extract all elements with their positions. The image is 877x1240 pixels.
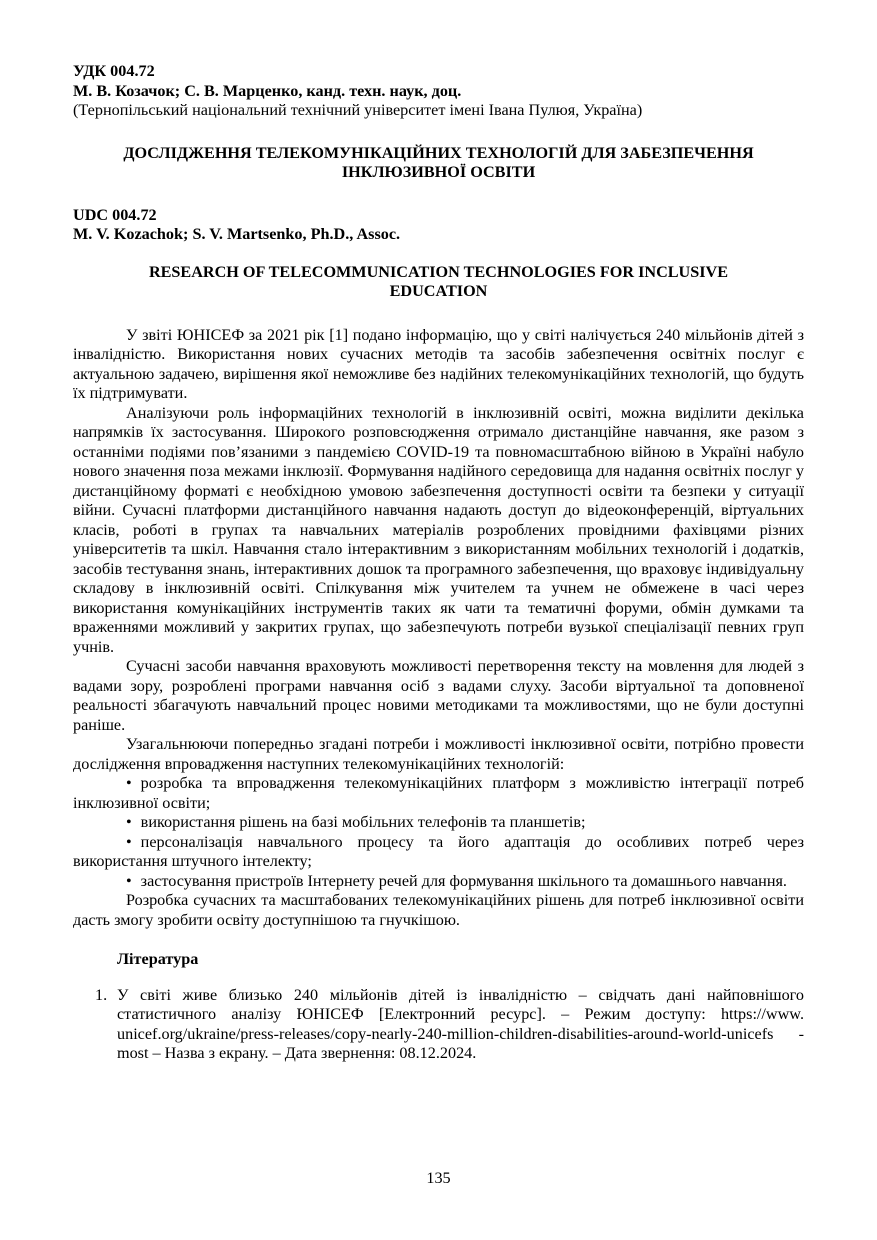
title-ua-line-1: ДОСЛІДЖЕННЯ ТЕЛЕКОМУНІКАЦІЙНИХ ТЕХНОЛОГІЙ ДЛЯ ЗАБЕЗПЕЧЕННЯ <box>123 143 754 162</box>
title-en-line-1: RESEARCH OF TELECOMMUNICATION TECHNOLOGIES FOR INCLUSIVE <box>148 262 729 281</box>
udc-ua: УДК 004.72 <box>73 62 155 80</box>
bullet-icon: • <box>126 871 132 890</box>
affiliation-ua: (Тернопільський національний технічний університет імені Івана Пулюя, Україна) <box>73 101 643 119</box>
bullet-list <box>73 774 804 891</box>
references-heading: Література <box>117 950 199 968</box>
authors-ua: М. В. Козачок; С. В. Марценко, канд. техн. наук, доц. <box>73 81 462 100</box>
title-en-line-2: EDUCATION <box>389 282 488 300</box>
bullet-item-3: • персоналізація навчального процесу та його адаптація до особливих потреб через використання штучного інтелекту; <box>73 832 804 870</box>
udc-en: UDC 004.72 <box>73 205 157 224</box>
reference-item <box>73 986 804 1064</box>
paragraph-1: У звіті ЮНІСЕФ за 2021 рік [1] подано інформацію, що у світі налічується 240 мільйонів дітей з інвалідністю. Використання нових сучасних методів та засобів забезпечення освітніх послуг є актуальною задачею, вирішення якої неможливе без надійних телекомунікаційних технологій, що будуть їх підтримувати. <box>73 325 804 402</box>
bullet-icon: • <box>126 832 132 851</box>
title-ua <box>73 144 804 183</box>
header-en <box>73 206 804 245</box>
references-section <box>73 950 804 1064</box>
title-en <box>73 263 804 302</box>
title-ua-line-2: ІНКЛЮЗИВНОЇ ОСВІТИ <box>341 163 536 181</box>
page-number: 135 <box>426 1169 451 1187</box>
reference-number: 1. <box>95 985 108 1004</box>
paragraph-2: Аналізуючи роль інформаційних технологій в інклюзивній освіті, можна виділити декілька напрямків їх застосування. Широкого розповсюдження отримало дистанційне навчання, яке разом з останніми подіями пов’язаними з пандемією COVID-19 та повномасштабною війною в Україні набуло нового значення поза межами інклюзії. Формування надійного середовища для надання освітніх послуг у дистанційному форматі є необхідною умовою забезпечення доступності освіти та безпеки у ситуації війни. Сучасні платформи дистанційного навчання надають доступ до відеоконференцій, віртуальних класів, роботі в групах та навчальних матеріалів розроблених провідними фахівцями різних університетів та шкіл. Навчання стало інтерактивним з використанням мобільних технологій і додатків, засобів тестування знань, інтерактивних дошок та програмного забезпечення, що враховує індивідуальну складову в інклюзивній освіті. Спілкування між учителем та учнем не обмежене в часі через використання комунікаційних інструментів таких як чати та тематичні форуми, обмін думками та враженнями можливий у закритих групах, що забезпечують потреби вузької спеціалізації певних груп учнів. <box>73 403 804 656</box>
bullet-icon: • <box>126 813 132 831</box>
reference-text: У світі живе близько 240 мільйонів дітей із інвалідністю – свідчать дані найповнішого статистичного аналізу ЮНІСЕФ [Електронний ресурс]. – Режим доступу: https://www. unicef.org/ukraine/press-releases/copy-nearly-240-million-children-disabilities-around-world-unicefs -most – Назва з екрану. – Дата звернення: 08.12.2024. <box>117 985 804 1063</box>
body-text <box>73 326 804 931</box>
paragraph-4: Узагальнюючи попередньо згадані потреби і можливості інклюзивної освіти, потрібно провести дослідження впровадження наступних телекомунікаційних технологій: <box>73 735 804 773</box>
authors-en: M. V. Kozachok; S. V. Martsenko, Ph.D., Assoc. <box>73 225 401 243</box>
paragraph-3: Сучасні засоби навчання враховують можливості перетворення тексту на мовлення для людей з вадами зору, розроблені програми навчання осіб з вадами слуху. Засоби віртуальної та доповненої реальності збагачують навчальний процес новими методиками та можливостями, що не були доступні раніше. <box>73 657 804 734</box>
paragraph-5: Розробка сучасних та масштабованих телекомунікаційних рішень для потреб інклюзивної освіти дасть змогу зробити освіту доступнішою та гнучкішою. <box>73 891 804 929</box>
bullet-icon: • <box>126 774 132 792</box>
bullet-item-1: • розробка та впровадження телекомунікаційних платформ з можливістю інтеграції потреб інклюзивної освіти; <box>73 774 804 812</box>
bullet-item-4: • застосування пристроїв Інтернету речей для формування шкільного та домашнього навчання. <box>126 871 787 890</box>
bullet-item-2: • використання рішень на базі мобільних телефонів та планшетів; <box>126 813 586 831</box>
paper-page <box>73 62 804 1064</box>
